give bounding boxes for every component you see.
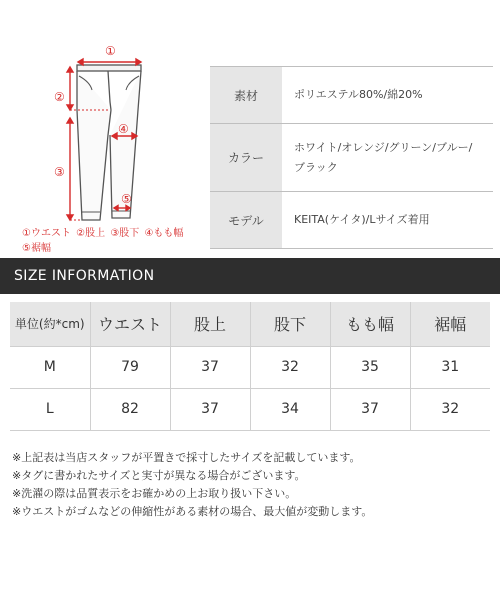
note-line: ※上記表は当店スタッフが平置きで採寸したサイズを記載しています。 — [12, 451, 361, 464]
size-col-waist: ウエスト — [90, 302, 170, 346]
table-row — [10, 388, 490, 430]
size-col-hem: 裾幅 — [410, 302, 490, 346]
note-line: ※洗濯の際は品質表示をお確かめの上お取り扱い下さい。 — [12, 487, 297, 500]
fly-line — [108, 71, 111, 110]
rise-arrow-top — [67, 67, 73, 72]
spec-value-material — [282, 67, 493, 124]
table-cell: 31 — [410, 346, 490, 388]
table-cell: 35 — [330, 346, 410, 388]
left-leg-shape — [77, 71, 111, 220]
size-table — [10, 302, 490, 431]
table-cell: 37 — [170, 388, 250, 430]
spec-label-model: モデル — [210, 192, 282, 249]
marker-waist: ① — [105, 44, 116, 58]
table-cell: 32 — [250, 346, 330, 388]
note-line: ※ウエストがゴムなどの伸縮性がある素材の場合、最大値が変動します。 — [12, 505, 373, 518]
spec-value-material-line: ポリエステル80%/綿20% — [294, 88, 423, 101]
rise-arrow-bottom — [67, 105, 73, 110]
product-detail-section — [0, 0, 500, 258]
table-cell: 34 — [250, 388, 330, 430]
waistband-shape — [77, 65, 141, 71]
measurement-legend — [22, 226, 232, 256]
size-information-header: SIZE INFORMATION — [0, 258, 500, 294]
spec-row-color — [210, 124, 493, 192]
spec-table — [210, 66, 493, 249]
inseam-arrow-top — [67, 118, 73, 123]
spec-row-material — [210, 67, 493, 124]
spec-value-model-line: KEITA(ケイタ)/Lサイズ着用 — [294, 213, 430, 226]
table-cell: 82 — [90, 388, 170, 430]
size-table-unit-label: 単位(約*cm) — [10, 302, 90, 346]
spec-label-material: 素材 — [210, 67, 282, 124]
legend-waist: ①ウエスト — [22, 228, 71, 239]
table-cell: 79 — [90, 346, 170, 388]
table-cell: 37 — [330, 388, 410, 430]
size-label-m: M — [10, 346, 90, 388]
size-col-rise: 股上 — [170, 302, 250, 346]
spec-value-color-line-1: ホワイト/オレンジ/グリーン/ブルー/ — [294, 140, 473, 154]
spec-row-model — [210, 192, 493, 249]
marker-hem: ⑤ — [121, 192, 132, 206]
table-row — [10, 346, 490, 388]
spec-value-model — [282, 192, 493, 249]
marker-inseam: ③ — [54, 165, 65, 179]
table-cell: 37 — [170, 346, 250, 388]
inseam-arrow-bottom — [67, 215, 73, 220]
waist-arrow-left — [78, 59, 83, 65]
spec-value-color-line-2: ブラック — [294, 160, 338, 174]
spec-value-color — [282, 124, 493, 192]
legend-thigh: ④もも幅 — [144, 228, 184, 239]
size-col-thigh: もも幅 — [330, 302, 410, 346]
size-table-header-row — [10, 302, 490, 346]
table-cell: 32 — [410, 388, 490, 430]
legend-rise: ②股上 — [76, 228, 106, 239]
legend-inseam: ③股下 — [110, 228, 140, 239]
size-col-inseam: 股下 — [250, 302, 330, 346]
spec-label-color: カラー — [210, 124, 282, 192]
note-line: ※タグに書かれたサイズと実寸が異なる場合がございます。 — [12, 469, 306, 482]
marker-rise: ② — [54, 90, 65, 104]
marker-thigh: ④ — [118, 122, 129, 136]
size-notes — [12, 449, 492, 521]
legend-hem: ⑤裾幅 — [22, 243, 51, 254]
size-label-l: L — [10, 388, 90, 430]
waist-arrow-right — [136, 59, 141, 65]
